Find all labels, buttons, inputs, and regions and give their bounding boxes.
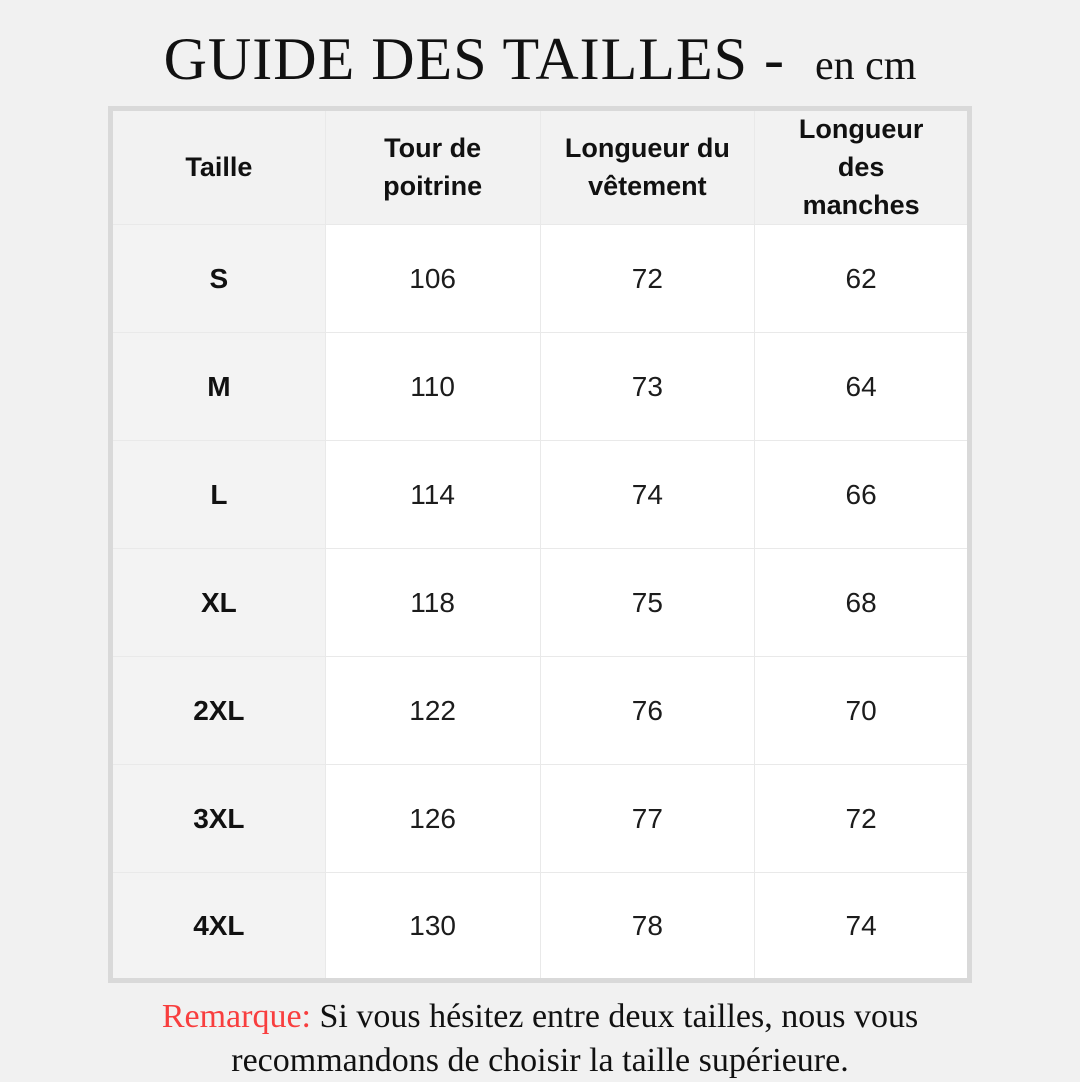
value-cell: 64 [755, 333, 970, 441]
value-cell: 76 [540, 657, 755, 765]
size-cell: M [111, 333, 326, 441]
value-cell: 70 [755, 657, 970, 765]
column-header-taille: Taille [111, 109, 326, 225]
value-cell: 130 [325, 873, 540, 981]
title-unit: en cm [814, 43, 917, 89]
header-row [111, 109, 970, 225]
table-row [111, 765, 970, 873]
table-row [111, 549, 970, 657]
column-header-longueur-vetement: Longueur du vêtement [540, 109, 755, 225]
column-header-tour-de-poitrine: Tour de poitrine [325, 109, 540, 225]
value-cell: 106 [325, 225, 540, 333]
note-label: Remarque: [161, 998, 311, 1036]
page-title [0, 26, 1080, 92]
value-cell: 75 [540, 549, 755, 657]
value-cell: 77 [540, 765, 755, 873]
table-row [111, 333, 970, 441]
size-table [108, 106, 972, 983]
value-cell: 73 [540, 333, 755, 441]
value-cell: 114 [325, 441, 540, 549]
size-cell: XL [111, 549, 326, 657]
value-cell: 72 [755, 765, 970, 873]
table-row [111, 657, 970, 765]
column-header-longueur-manches: Longueur des manches [755, 109, 970, 225]
note-text: Si vous hésitez entre deux tailles, nous vous recommandons de choisir la taille supérieure. [231, 998, 919, 1079]
value-cell: 122 [325, 657, 540, 765]
value-cell: 62 [755, 225, 970, 333]
value-cell: 78 [540, 873, 755, 981]
size-table-header [111, 109, 970, 225]
value-cell: 118 [325, 549, 540, 657]
size-cell: 2XL [111, 657, 326, 765]
value-cell: 110 [325, 333, 540, 441]
value-cell: 74 [540, 441, 755, 549]
size-cell: 4XL [111, 873, 326, 981]
value-cell: 74 [755, 873, 970, 981]
table-row [111, 441, 970, 549]
size-cell: L [111, 441, 326, 549]
value-cell: 72 [540, 225, 755, 333]
value-cell: 66 [755, 441, 970, 549]
size-cell: S [111, 225, 326, 333]
table-row [111, 225, 970, 333]
table-row [111, 873, 970, 981]
size-cell: 3XL [111, 765, 326, 873]
value-cell: 68 [755, 549, 970, 657]
size-table-body [111, 225, 970, 981]
title-text: GUIDE DES TAILLES - [163, 26, 785, 92]
value-cell: 126 [325, 765, 540, 873]
note [75, 995, 1005, 1082]
